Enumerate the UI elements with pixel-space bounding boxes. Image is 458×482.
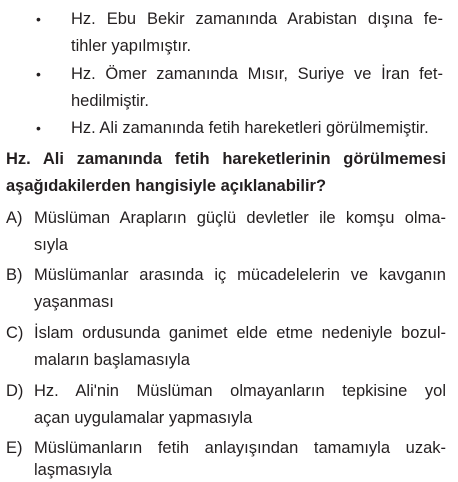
option-letter: C) xyxy=(6,324,24,342)
option-letter: B) xyxy=(6,266,23,284)
option-text-line: Müslüman Arapların güçlü devletler ile komşu olma- xyxy=(34,209,446,227)
bullet-icon: • xyxy=(36,120,41,136)
bullet-icon: • xyxy=(36,66,41,82)
option-text-line: yaşanması xyxy=(34,293,114,311)
option-text-line: Hz. Ali'nin Müslüman olmayanların tepkisine yol xyxy=(34,382,446,400)
option-letter: A) xyxy=(6,209,23,227)
premise-text-line: Hz. Ömer zamanında Mısır, Suriye ve İran fet- xyxy=(71,65,443,83)
question-text-line: aşağıdakilerden hangisiyle açıklanabilir? xyxy=(6,177,327,195)
option-text-line: maların başlamasıyla xyxy=(34,351,190,369)
option-text-line: açan uygulamalar yapmasıyla xyxy=(34,409,253,427)
option-letter: D) xyxy=(6,382,24,400)
option-text-line: sıyla xyxy=(34,236,68,254)
option-letter: E) xyxy=(6,439,23,457)
option-text-line: Müslümanların fetih anlayışından tamamıyla uzak- xyxy=(34,439,446,457)
premise-text-line: Hz. Ebu Bekir zamanında Arabistan dışına fe- xyxy=(71,10,443,28)
premise-text-line: tihler yapılmıştır. xyxy=(71,37,192,55)
option-text-line: İslam ordusunda ganimet elde etme nedeniyle bozul- xyxy=(34,324,446,342)
question-text-line: Hz. Ali zamanında fetih hareketlerinin görülmemesi xyxy=(6,150,446,168)
option-text-line: laşmasıyla xyxy=(34,461,112,479)
premise-text-line: hedilmiştir. xyxy=(71,92,149,110)
bullet-icon: • xyxy=(36,11,41,27)
option-text-line: Müslümanlar arasında iç mücadelelerin ve kavganın xyxy=(34,266,446,284)
premise-text-line: Hz. Ali zamanında fetih hareketleri görülmemiştir. xyxy=(71,119,429,137)
